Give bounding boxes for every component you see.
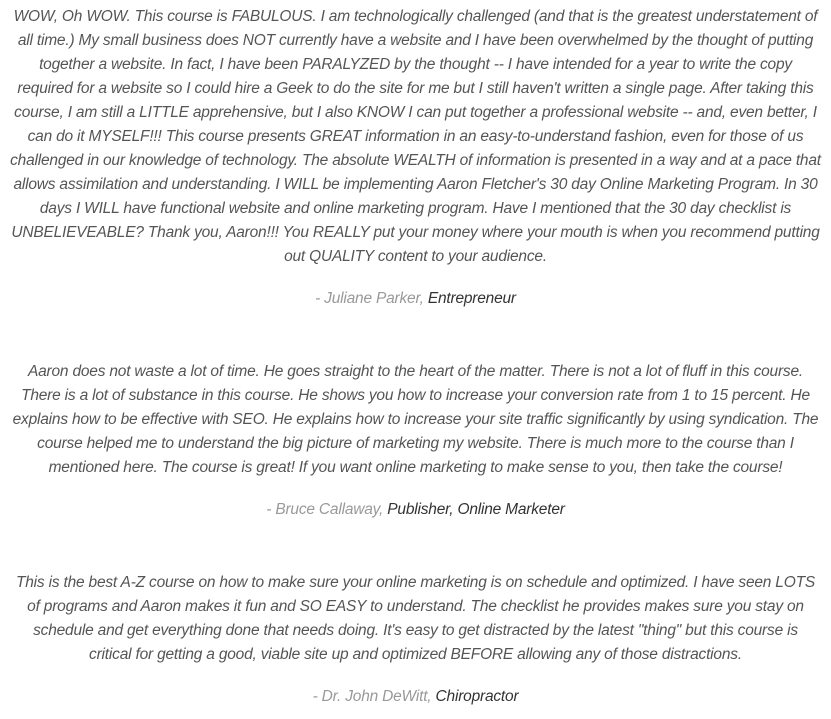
testimonial-quote: This is the best A-Z course on how to make sure your online marketing is on schedule and optimized. I have seen LOTS of programs and Aaron makes it fun and SO EASY to understand. The checklist he provides makes sure you stay on schedule and get everything done that needs doing. It's easy to get distracted by the latest "thing" but this course is critical for getting a good, viable site up and optimized BEFORE allowing any of those distractions.	[15, 574, 815, 663]
testimonial-role: Publisher, Online Marketer	[387, 501, 565, 518]
testimonial	[10, 5, 821, 311]
testimonial-attribution	[10, 287, 821, 311]
testimonial-quote: WOW, Oh WOW. This course is FABULOUS. I am technologically challenged (and that is the greatest understatement of all time.) My small business does NOT currently have a website and I have been overwhelmed by the thought of putting together a website. In fact, I have been PARALYZED by the thought -- I have intended for a year to write the copy required for a website so I could hire a Geek to do the site for me but I still haven't written a single page. After taking this course, I am still a LITTLE apprehensive, but I also KNOW I can put together a professional website -- and, even better, I can do it MYSELF!!! This course presents GREAT information in an easy-to-understand fashion, even for those of us challenged in our knowledge of technology. The absolute WEALTH of information is presented in a way and at a pace that allows assimilation and understanding. I WILL be implementing Aaron Fletcher's 30 day Online Marketing Program. In 30 days I WILL have functional website and online marketing program. Have I mentioned that the 30 day checklist is UNBELIEVEABLE? Thank you, Aaron!!! You REALLY put your money where your mouth is when you recommend putting out QUALITY content to your audience.	[10, 8, 821, 265]
testimonial-author: - Bruce Callaway,	[266, 501, 384, 518]
testimonial-quote: Aaron does not waste a lot of time. He goes straight to the heart of the matter. There is not a lot of fluff in this course. There is a lot of substance in this course. He shows you how to increase your conversion rate from 1 to 15 percent. He explains how to be effective with SEO. He explains how to increase your site traffic significantly by using syndication. The course helped me to understand the big picture of marketing my website. There is much more to the course than I mentioned here. The course is great! If you want online marketing to make sense to you, then take the course!	[12, 363, 819, 476]
testimonial-author: - Dr. John DeWitt,	[312, 688, 432, 705]
testimonial-role: Entrepreneur	[427, 290, 516, 307]
testimonial-author: - Juliane Parker,	[315, 290, 424, 307]
testimonial	[10, 360, 821, 522]
testimonial-attribution	[10, 498, 821, 522]
testimonial	[10, 571, 821, 709]
testimonial-attribution	[10, 685, 821, 709]
testimonial-role: Chiropractor	[435, 688, 519, 705]
